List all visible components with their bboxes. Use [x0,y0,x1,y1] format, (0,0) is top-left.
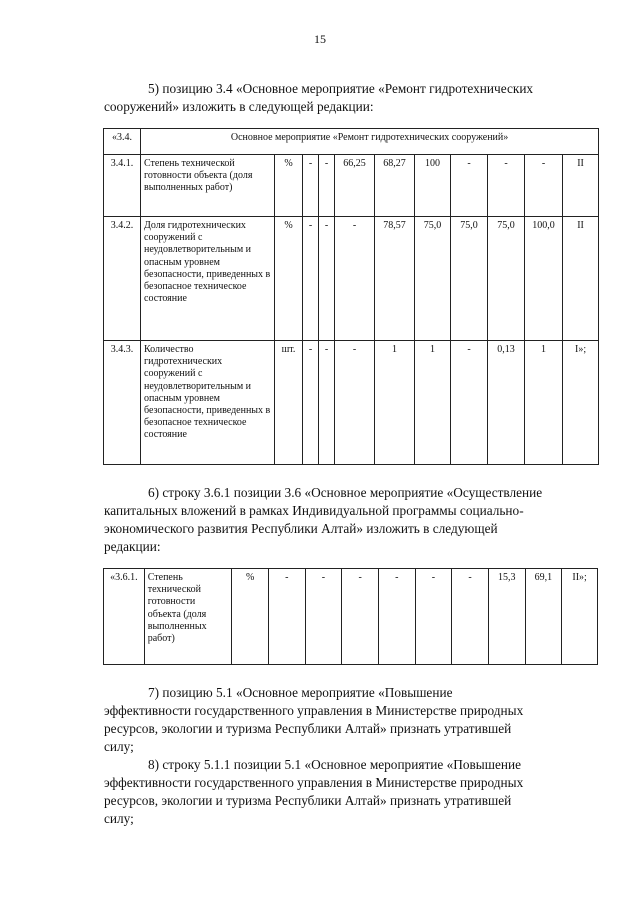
table-header-row [104,129,599,155]
item-5-paragraph [104,80,596,116]
cell: - [268,569,305,665]
row-name: Доля гидротехнических сооружений с неудовлетворительным и опасным уровнем безопасности, приведенных в безопасное техническое состояние [141,217,275,341]
cell: 75,0 [415,217,451,341]
cell: 1 [375,341,415,465]
item-8-paragraph [104,756,596,828]
cell: 0,13 [488,341,525,465]
item-7-line-3: ресурсов, экологии и туризма Республики Алтай» признать утратившей [104,721,512,736]
cell: 78,57 [375,217,415,341]
row-code: «3.6.1. [104,569,145,665]
cell: II [563,155,599,217]
item-7-line-4: силу; [104,739,134,754]
header-title: Основное мероприятие «Ремонт гидротехнических сооружений» [141,129,599,155]
cell: - [303,217,319,341]
cell: 75,0 [451,217,488,341]
header-code: «3.4. [104,129,141,155]
cell: I»; [563,341,599,465]
row-code: 3.4.1. [104,155,141,217]
cell: - [378,569,415,665]
cell: - [303,155,319,217]
cell: II»; [562,569,598,665]
item-8-line-4: силу; [104,811,134,826]
item-5-line-2: сооружений» изложить в следующей редакции: [104,99,374,114]
cell: 1 [415,341,451,465]
cell: 15,3 [488,569,525,665]
cell: - [335,341,375,465]
item-8-line-1: 8) строку 5.1.1 позиции 5.1 «Основное мероприятие «Повышение [148,757,521,772]
cell: - [319,155,335,217]
row-unit: шт. [275,341,303,465]
row-name: Степень технической готовности объекта (доля выполненных работ) [141,155,275,217]
cell: II [563,217,599,341]
cell: - [342,569,379,665]
cell: 100,0 [525,217,563,341]
item-8-line-2: эффективности государственного управления в Министерстве природных [104,775,524,790]
item-6-paragraph [104,484,596,556]
cell: 66,25 [335,155,375,217]
table-row [104,569,598,665]
item-6-line-1: 6) строку 3.6.1 позиции 3.6 «Основное мероприятие «Осуществление [148,485,543,500]
cell: - [451,341,488,465]
table-row [104,341,599,465]
row-name: Количество гидротехнических сооружений с неудовлетворительным и опасным уровнем безопасности, приведенных в безопасное техническое состояние [141,341,275,465]
row-unit: % [275,155,303,217]
cell: - [303,341,319,465]
item-7-paragraph [104,684,596,756]
row-code: 3.4.3. [104,341,141,465]
item-6-line-2: капитальных вложений в рамках Индивидуальной программы социально- [104,503,524,518]
table-3-4 [103,128,599,465]
cell: - [451,155,488,217]
cell: - [319,341,335,465]
item-7-line-2: эффективности государственного управления в Министерстве природных [104,703,524,718]
item-6-line-4: редакции: [104,539,161,554]
table-row [104,217,599,341]
row-code: 3.4.2. [104,217,141,341]
cell: - [319,217,335,341]
item-7-line-1: 7) позицию 5.1 «Основное мероприятие «Повышение [148,685,453,700]
table-3-6-1 [103,568,598,665]
cell: - [415,569,452,665]
item-6-line-3: экономического развития Республики Алтай» изложить в следующей [104,521,498,536]
cell: - [305,569,342,665]
cell: - [335,217,375,341]
table-row [104,155,599,217]
row-name: Степень технической готовности объекта (доля выполненных работ) [144,569,232,665]
page-number: 15 [314,32,326,46]
cell: 68,27 [375,155,415,217]
item-5-line-1: 5) позицию 3.4 «Основное мероприятие «Ремонт гидротехнических [148,81,534,96]
cell: 1 [525,341,563,465]
cell: - [525,155,563,217]
item-8-line-3: ресурсов, экологии и туризма Республики Алтай» признать утратившей [104,793,512,808]
cell: - [452,569,489,665]
row-unit: % [232,569,269,665]
cell: 69,1 [525,569,562,665]
row-unit: % [275,217,303,341]
cell: - [488,155,525,217]
cell: 100 [415,155,451,217]
cell: 75,0 [488,217,525,341]
